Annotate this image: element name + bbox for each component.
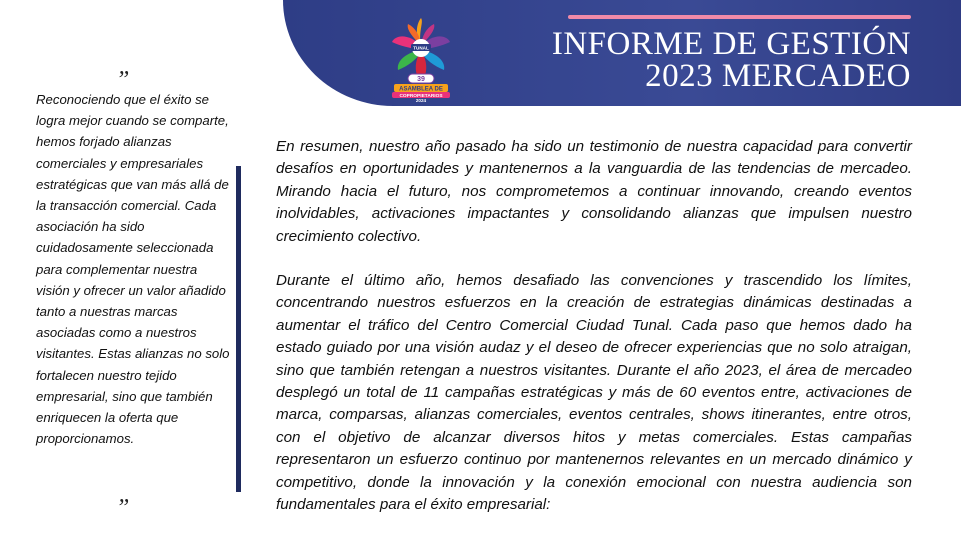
close-quote-icon: ” — [116, 495, 130, 521]
svg-text:ASAMBLEA DE: ASAMBLEA DE — [399, 86, 443, 93]
main-content — [276, 136, 912, 517]
title-line-1: INFORME DE GESTIÓN — [551, 26, 911, 62]
page-title — [511, 28, 911, 92]
open-quote-icon: ” — [116, 67, 130, 93]
paragraph-summary: En resumen, nuestro año pasado ha sido un testimonio de nuestra capacidad para convertir desafíos en oportunidades y mantenernos a la vanguardia de las tendencias de mercadeo. Mirando hacia el futuro, nos comprometemos a continuar innovando, creando eventos inolvidables, activaciones impactantes y consolidando alianzas que impulsen nuestro crecimiento colectivo. — [276, 138, 912, 245]
title-line-2: 2023 MERCADEO — [645, 58, 911, 94]
header-accent-line — [568, 15, 911, 19]
sidebar-quote: Reconociendo que el éxito se logra mejor cuando se comparte, hemos forjado alianzas comerciales y empresariales estratégicas que van más allá de la transacción comercial. Cada asociación ha sido cuidadosamente seleccionada para complementar nuestra visión y ofrecer un valor añadido tanto a nuestras marcas asociadas como a nuestros visitantes. Estas alianzas no solo fortalecen nuestro tejido empresarial, sino que también enriquecen la oferta que proporcionamos. — [36, 92, 230, 447]
asamblea-logo-icon — [388, 16, 454, 102]
paragraph-year-review: Durante el último año, hemos desafiado las convenciones y trascendido los límites, concentrando nuestros esfuerzos en la creación de estrategias dinámicas destinadas a aumentar el tráfico del Centro Comercial Ciudad Tunal. Cada paso que hemos dado ha estado guiado por una visión audaz y el deseo de ofrecer experiencias que no solo atraigan, sino que también retengan a nuestros visitantes. Durante el año 2023, el área de mercadeo desplegó un total de 11 campañas estratégicas y más de 60 eventos entre, activaciones de marca, comparsas, alianzas comerciales, eventos centrales, shows itinerantes, entre otros, con el objetivo de alcanzar diversos hitos y metas comerciales. Estas campañas representaron un esfuerzo continuo por mantenernos relevantes en un mercado dinámico y competitivo, donde la innovación y la conexión emocional con nuestra audiencia son fundamentales para el éxito empresarial: — [276, 272, 912, 514]
svg-text:2024: 2024 — [415, 98, 427, 102]
svg-text:TUNAL: TUNAL — [413, 45, 429, 51]
vertical-divider — [236, 166, 241, 492]
svg-text:COPROPIETARIOS: COPROPIETARIOS — [399, 94, 443, 99]
svg-text:39: 39 — [417, 76, 425, 83]
